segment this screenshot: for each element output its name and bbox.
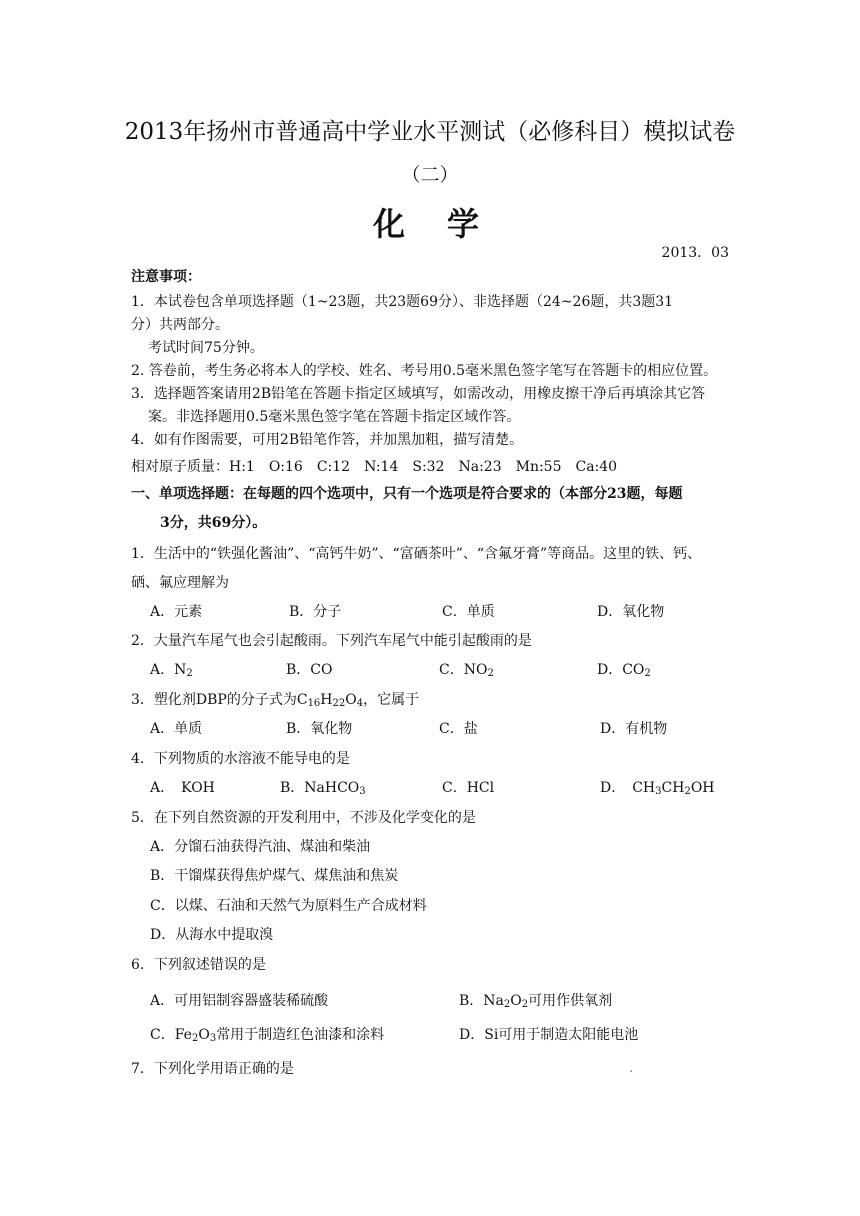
notice-item-1-line-3: 考试时间75分钟。 <box>148 340 264 356</box>
subject-char-2: 学 <box>447 205 488 243</box>
question-6-option-a: A．可用铝制容器盛装稀硫酸 <box>150 993 329 1009</box>
question-3-option-a: A．单质 <box>150 721 203 737</box>
subject-char-1: 化 <box>372 205 413 243</box>
question-1-line-2: 硒、氟应理解为 <box>131 575 229 591</box>
exam-subtitle: （二） <box>401 164 459 186</box>
question-5-option-c: C．以煤、石油和天然气为原料生产合成材料 <box>150 898 427 914</box>
question-6-option-c: C．$Fe_2O_3$常用于制造红色油漆和涂料 <box>150 1027 385 1044</box>
question-4: 4．下列物质的水溶液不能导电的是 <box>131 751 350 767</box>
question-3-option-b: B．氧化物 <box>286 721 353 737</box>
notice-item-2: 2. 答卷前，考生务必将本人的学校、姓名、考号用0.5毫米黑色签字笔写在答题卡的相应位置。 <box>131 363 718 379</box>
question-4-option-d: D． $CH_3CH_2OH$ <box>600 780 715 797</box>
question-3-option-d: D．有机物 <box>600 721 668 737</box>
question-5-option-a: A．分馏石油获得汽油、煤油和柴油 <box>150 839 371 855</box>
question-4-option-a: A． KOH <box>150 780 215 796</box>
question-5-option-d: D．从海水中提取溴 <box>150 927 274 943</box>
question-5-option-b: B．干馏煤获得焦炉煤气、煤焦油和焦炭 <box>150 868 399 884</box>
question-2-option-c: C．$NO_2$ <box>439 662 494 679</box>
notice-item-3-line-1: 3．选择题答案请用2B铅笔在答题卡指定区域填写，如需改动，用橡皮擦干净后再填涂其它答 <box>131 386 706 402</box>
exam-title: 2013年扬州市普通高中学业水平测试（必修科目）模拟试卷 <box>124 119 736 145</box>
question-3: 3．塑化剂DBP的分子式为$C_{16}H_{22}O_4$，它属于 <box>131 692 420 709</box>
notice-heading: 注意事项： <box>131 269 201 285</box>
notice-item-1-line-1: 1．本试卷包含单项选择题（1~23题，共23题69分）、非选择题（24~26题，共3题31 <box>131 294 674 310</box>
question-1-option-a: A．元素 <box>150 604 203 620</box>
question-6-option-b: B．$Na_2O_2$可用作供氧剂 <box>459 993 613 1010</box>
question-6-option-d: D．Si可用于制造太阳能电池 <box>459 1027 639 1043</box>
section-1-line-2: 3分，共69分）。 <box>160 515 267 531</box>
exam-date: 2013．03 <box>661 245 729 261</box>
notice-item-3-line-2: 案。非选择题用0.5毫米黑色签字笔在答题卡指定区域作答。 <box>148 409 521 425</box>
question-1-option-b: B．分子 <box>289 604 342 620</box>
question-1-option-c: C．单质 <box>442 604 495 620</box>
question-1-line-1: 1．生活中的“铁强化酱油”、“高钙牛奶”、“富硒茶叶”、“含氟牙膏”等商品。这里的铁、钙、 <box>131 546 702 562</box>
question-5: 5．在下列自然资源的开发利用中，不涉及化学变化的是 <box>131 810 476 826</box>
question-2-option-d: D．$CO_2$ <box>597 662 651 679</box>
question-4-option-c: C．HCl <box>442 780 495 796</box>
question-2-option-b: B．CO <box>286 662 333 678</box>
question-7: 7．下列化学用语正确的是 <box>131 1061 294 1077</box>
question-1-option-d: D．氧化物 <box>597 604 665 620</box>
notice-item-1-line-2: 分）共两部分。 <box>131 317 229 333</box>
question-4-option-b: B．NaHCO$_3$ <box>280 780 366 797</box>
subject-title <box>0 199 860 245</box>
question-3-option-c: C．盐 <box>439 721 478 737</box>
atomic-mass-line: 相对原子质量：H:1 O:16 C:12 N:14 S:32 Na:23 Mn:55 Ca:40 <box>131 459 618 475</box>
notice-item-4: 4．如有作图需要，可用2B铅笔作答，并加黑加粗，描写清楚。 <box>131 432 524 448</box>
question-6: 6．下列叙述错误的是 <box>131 957 266 973</box>
question-2-option-a: A．$N_2$ <box>150 662 193 679</box>
question-2: 2．大量汽车尾气也会引起酸雨。下列汽车尾气中能引起酸雨的是 <box>131 633 532 649</box>
section-1-line-1: 一、单项选择题：在每题的四个选项中，只有一个选项是符合要求的（本部分23题，每题 <box>131 486 683 502</box>
stray-dot: . <box>629 1060 634 1076</box>
